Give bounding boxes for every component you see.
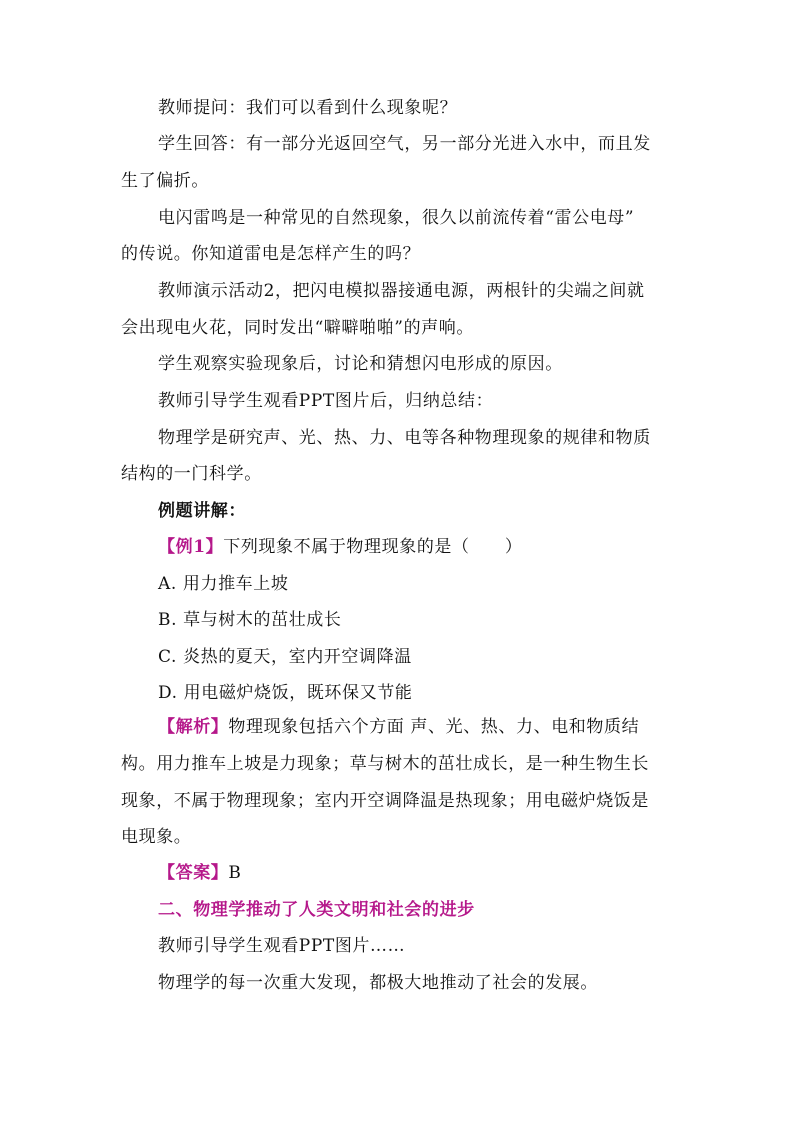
example-heading: 例题讲解： (158, 501, 246, 521)
paragraph-demo-line1: 教师演示活动2，把闪电模拟器接通电源，两根针的尖端之间就 (158, 281, 645, 301)
option-d: D. 用电磁炉烧饭，既环保又节能 (158, 683, 413, 703)
analysis-line1 (158, 716, 639, 738)
paragraph-thunder-line1: 电闪雷鸣是一种常见的自然现象，很久以前流传着“雷公电母” (158, 208, 635, 228)
option-b: B. 草与树木的茁壮成长 (158, 610, 342, 630)
example-tag: 【例1】 (158, 537, 224, 557)
example-question: 下列现象不属于物理现象的是（ ） (223, 537, 523, 557)
paragraph-student-answer-line2: 生了偏折。 (121, 171, 209, 191)
answer-value: B (228, 863, 242, 883)
paragraph-definition-line2: 结构的一门科学。 (121, 464, 262, 484)
paragraph-summary-intro: 教师引导学生观看PPT图片后，归纳总结： (158, 391, 494, 411)
analysis-tag: 【解析】 (158, 717, 229, 737)
paragraph-teacher-question: 教师提问：我们可以看到什么现象呢？ (158, 98, 458, 118)
paragraph-student-answer-line1: 学生回答：有一部分光返回空气，另一部分光进入水中，而且发 (158, 134, 651, 154)
analysis-line3: 现象，不属于物理现象；室内开空调降温是热现象；用电磁炉烧饭是 (121, 791, 649, 811)
option-c: C. 炎热的夏天，室内开空调降温 (158, 647, 412, 667)
section2-title: 二、物理学推动了人类文明和社会的进步 (158, 900, 475, 920)
analysis-line2: 构。用力推车上坡是力现象；草与树木的茁壮成长，是一种生物生长 (121, 754, 649, 774)
option-a: A. 用力推车上坡 (158, 574, 289, 594)
example-question-line (158, 536, 522, 558)
section2-paragraph2: 物理学的每一次重大发现，都极大地推动了社会的发展。 (158, 973, 598, 993)
answer-tag: 【答案】 (158, 863, 229, 883)
answer-line (158, 862, 242, 884)
analysis-line4: 电现象。 (121, 827, 192, 847)
analysis-text-1: 物理现象包括六个方面 声、光、热、力、电和物质结 (228, 717, 640, 737)
paragraph-demo-line2: 会出现电火花，同时发出“噼噼啪啪”的声响。 (121, 318, 474, 338)
section2-paragraph1: 教师引导学生观看PPT图片…… (158, 936, 406, 956)
paragraph-definition-line1: 物理学是研究声、光、热、力、电等各种物理现象的规律和物质 (158, 428, 651, 448)
paragraph-observe: 学生观察实验现象后，讨论和猜想闪电形成的原因。 (158, 354, 563, 374)
paragraph-thunder-line2: 的传说。你知道雷电是怎样产生的吗？ (121, 244, 421, 264)
